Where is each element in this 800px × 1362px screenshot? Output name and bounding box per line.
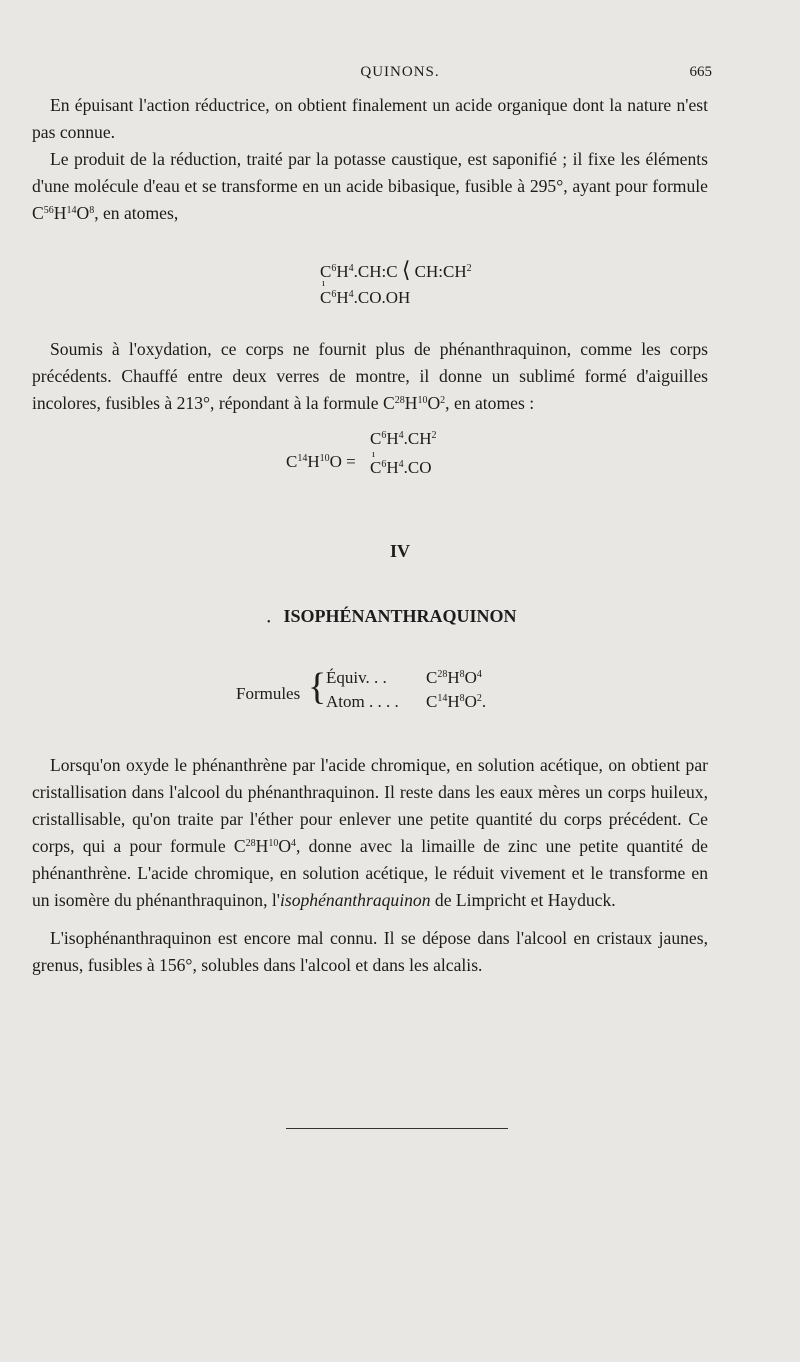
bond-mark-icon: ı [372, 449, 375, 460]
section-title: ISOPHÉNANTHRAQUINON [283, 606, 517, 626]
paragraph-5: L'isophénanthraquinon est encore mal connu. Il se dépose dans l'alcool en cristaux jaunes, grenus, fusibles à 156°, solubles dans l'alcool et dans les alcalis. [32, 928, 708, 975]
running-title: QUINONS. [360, 64, 440, 80]
formula-2-top: $C^6H^4.CH^2$ [370, 429, 437, 448]
brace-icon: { [308, 666, 327, 708]
paragraph-4-block [32, 752, 708, 914]
formula-acid-line-1: $C^6H^4.CH:C$ ⟨ $CH:CH^2$ [320, 257, 472, 282]
formula-equiv-value: $C^{28}H^8O^4$ [426, 668, 482, 687]
paragraph-2: Le produit de la réduction, traité par la potasse caustique, est saponifié ; il fixe les éléments d'une molécule d'eau et se transforme en un acide bibasique, fusible à 295°, ayant pour formule $C^{56}H^{14}O^8$, en atomes, [32, 149, 708, 223]
paragraph-3-block [32, 336, 708, 417]
page-number: 665 [689, 64, 712, 80]
running-head [0, 64, 800, 88]
paragraph-1-block [32, 92, 708, 146]
formula-2-bottom: $C^6H^4.CO$ [370, 458, 432, 477]
formula-atom: Atom . . . . [326, 692, 399, 711]
bond-mark-icon: ı [322, 278, 325, 289]
paragraph-1: En épuisant l'action réductrice, on obtient finalement un acide organique dont la nature n'est pas connue. [32, 95, 708, 142]
paragraph-4: Lorsqu'on oxyde le phénanthrène par l'acide chromique, en solution acétique, on obtient par cristallisation dans l'alcool du phénanthraquinon. Il reste dans les eaux mères un corps huileux, cristallisable, qu'on traite par l'éther pour enlever une petite quantité du corps précédent. Ce corps, qui a pour formule $C^{28}H^{10}O^4$, donne avec la limaille de zinc une petite quantité de phénanthrène. L'acide chromique, en solution acétique, le réduit vivement et le transforme en un isomère du phénanthraquinon, l'isophénanthraquinon de Limpricht et Hayduck. [32, 755, 708, 910]
formula-acid-line-2: $C^6H^4.CO.OH$ [320, 288, 411, 307]
formula-2-left: $C^{14}H^{10}O$ = [286, 452, 356, 471]
section-number: IV [389, 541, 410, 561]
formulas-label: Formules [236, 684, 301, 703]
formula-atom-value: $C^{14}H^8O^2$. [426, 692, 487, 711]
horizontal-rule [286, 1128, 508, 1129]
paragraph-5-block [32, 925, 708, 979]
paragraph-3: Soumis à l'oxydation, ce corps ne fournit plus de phénanthraquinon, comme les corps précédents. Chauffé entre deux verres de montre, il donne un sublimé formé d'aiguilles incolores, fusibles à 213°, répondant à la formule $C^{28}H^{10}O^2$, en atomes : [32, 339, 708, 413]
formula-equiv: Équiv. . . [326, 668, 387, 687]
angle-bracket-icon: ⟨ [401, 257, 411, 282]
bullet-icon: • [267, 617, 271, 628]
equals-sign: = [346, 452, 356, 471]
paragraph-2-block [32, 146, 708, 227]
